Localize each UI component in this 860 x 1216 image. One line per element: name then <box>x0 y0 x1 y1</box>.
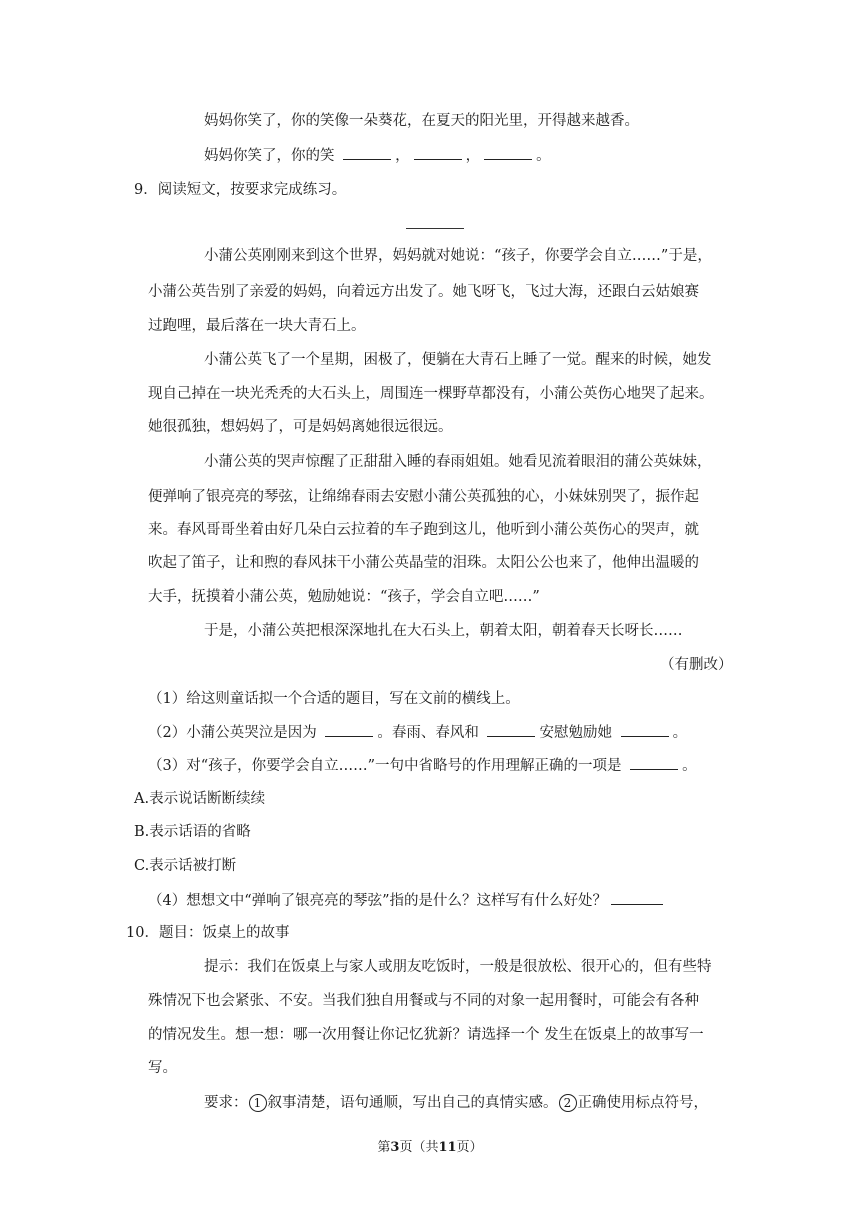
answer-blank[interactable] <box>414 145 462 160</box>
poem-line-2 <box>204 145 551 166</box>
question-10: 10．题目：饭桌上的故事 <box>126 925 290 941</box>
total-pages: 11 <box>438 1140 457 1155</box>
sub-question-2 <box>148 722 687 743</box>
answer-blank[interactable] <box>487 722 535 737</box>
answer-blank[interactable] <box>621 722 669 737</box>
question-9: 9．阅读短文，按要求完成练习。 <box>134 182 347 198</box>
poem-line-1: 妈妈你笑了，你的笑像一朵葵花，在夏天的阳光里，开得越来越香。 <box>204 113 639 129</box>
title-answer-line[interactable] <box>406 228 464 229</box>
period: 。 <box>672 725 688 741</box>
sub-question-2-text: 安慰勉励她 <box>539 725 617 741</box>
footer-text: 页（共 <box>399 1140 439 1155</box>
circled-number-2: 2 <box>559 1094 577 1112</box>
para-3-line-5: 大手，抚摸着小蒲公英，勉励她说：“孩子，学会自立吧……” <box>148 589 540 605</box>
poem-line-2-text: 妈妈你笑了，你的笑 <box>204 148 340 164</box>
answer-blank[interactable] <box>484 145 532 160</box>
answer-blank[interactable] <box>630 755 678 770</box>
sub-question-4 <box>148 890 667 911</box>
page-footer <box>0 1139 860 1157</box>
tip-line-3: 的情况发生。想一想：哪一次用餐让你记忆犹新？请选择一个 发生在饭桌上的故事写一 <box>148 1027 704 1043</box>
para-1-line-1: 小蒲公英刚刚来到这个世界，妈妈就对她说：“孩子，你要学会自立……”于是， <box>204 248 712 264</box>
requirement-1: 叙事清楚，语句通顺，写出自己的真情实感。 <box>267 1095 558 1111</box>
sub-question-1: （1）给这则童话拟一个合适的题目，写在文前的横线上。 <box>148 691 520 707</box>
para-1-line-2: 小蒲公英告别了亲爱的妈妈，向着远方出发了。她飞呀飞，飞过大海，还跟白云姑娘赛 <box>148 284 699 300</box>
tip-line-4: 写。 <box>148 1060 177 1076</box>
para-4: 于是，小蒲公英把根深深地扎在大石头上，朝着太阳，朝着春天长呀长…… <box>204 623 683 639</box>
para-3-line-1: 小蒲公英的哭声惊醒了正甜甜入睡的春雨姐姐。她看见流着眼泪的蒲公英妹妹， <box>204 454 712 470</box>
sub-question-2-text: 。春雨、春风和 <box>377 725 484 741</box>
tip-line-1: 提示：我们在饭桌上与家人或朋友吃饭时，一般是很放松、很开心的，但有些特 <box>204 959 712 975</box>
footer-text: 第 <box>377 1140 391 1155</box>
sub-question-3-text: （3）对“孩子，你要学会自立……”一句中省略号的作用理解正确的一项是 <box>148 758 627 774</box>
para-2-line-2: 现自己掉在一块光秃秃的大石头上，周围连一棵野草都没有，小蒲公英伤心地哭了起来。 <box>148 386 714 402</box>
circled-number-1: 1 <box>249 1094 267 1112</box>
para-2-line-3: 她很孤独，想妈妈了，可是妈妈离她很远很远。 <box>148 419 453 435</box>
option-a[interactable]: A.表示说话断断续续 <box>134 791 266 807</box>
period: 。 <box>536 148 551 164</box>
para-1-line-3: 过跑哩，最后落在一块大青石上。 <box>148 318 366 334</box>
tip-line-2: 殊情况下也会紧张、不安。当我们独自用餐或与不同的对象一起用餐时，可能会有各种 <box>148 993 699 1009</box>
para-3-line-2: 便弹响了银亮亮的琴弦，让绵绵春雨去安慰小蒲公英孤独的心，小妹妹别哭了，振作起 <box>148 489 699 505</box>
requirement-2: 正确使用标点符号， <box>577 1095 708 1111</box>
footer-text: 页） <box>456 1140 483 1155</box>
para-2-line-1: 小蒲公英飞了一个星期，困极了，便躺在大青石上睡了一觉。醒来的时候，她发 <box>204 352 712 368</box>
answer-blank[interactable] <box>343 145 391 160</box>
period: 。 <box>682 758 697 774</box>
para-3-line-4: 吹起了笛子，让和煦的春风抹干小蒲公英晶莹的泪珠。太阳公公也来了，他伸出温暖的 <box>148 555 699 571</box>
sub-question-2-text: （2）小蒲公英哭泣是因为 <box>148 725 322 741</box>
comma: ， <box>465 148 481 164</box>
requirements-label: 要求： <box>204 1095 248 1111</box>
para-3-line-3: 来。春风哥哥坐着由好几朵白云拉着的车子跑到这儿，他听到小蒲公英伤心的哭声，就 <box>148 522 699 538</box>
page-number: 3 <box>390 1140 400 1155</box>
option-c[interactable]: C.表示话被打断 <box>134 858 237 874</box>
option-b[interactable]: B.表示话语的省略 <box>134 824 251 840</box>
source-note: （有删改） <box>660 657 733 673</box>
sub-question-4-text: （4）想想文中“弹响了银亮亮的琴弦”指的是什么？这样写有什么好处？ <box>148 893 608 909</box>
sub-question-3 <box>148 755 697 776</box>
answer-blank[interactable] <box>611 890 663 905</box>
requirements <box>204 1093 708 1113</box>
answer-blank[interactable] <box>325 722 373 737</box>
comma: ， <box>395 148 410 164</box>
